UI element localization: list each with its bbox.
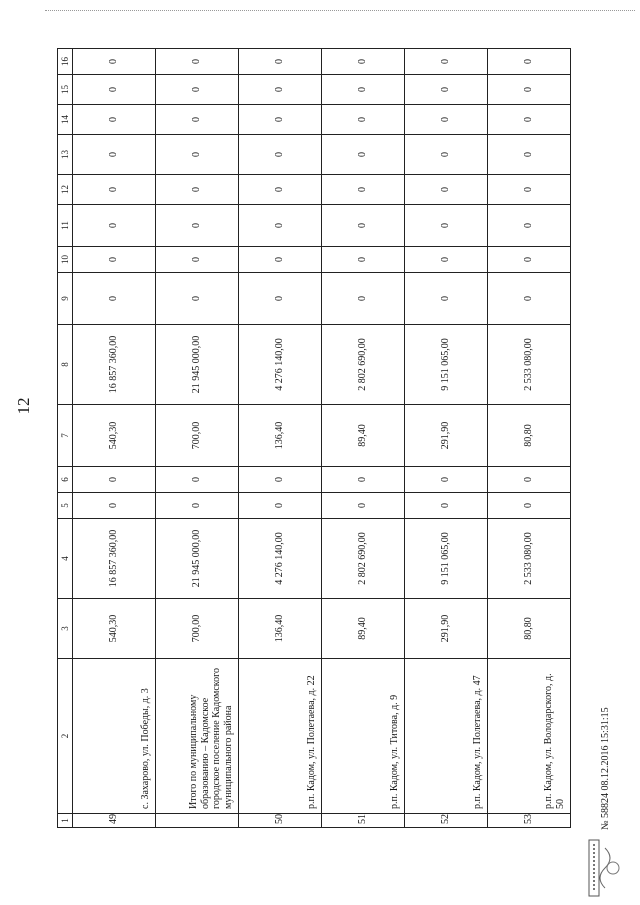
table-row	[405, 49, 488, 828]
value-cell: 0	[322, 467, 405, 493]
value-cell: 0	[322, 49, 405, 75]
address-cell: р.п. Кадом, ул. Полетаева, д. 47	[405, 659, 488, 814]
row-number-cell: 52	[405, 814, 488, 828]
col-header: 5	[58, 493, 73, 519]
value-cell: 0	[239, 105, 322, 135]
value-cell: 0	[73, 75, 156, 105]
page-number: 12	[14, 397, 33, 415]
value-cell: 21 945 000,00	[156, 325, 239, 405]
value-cell: 0	[405, 205, 488, 247]
col-header: 9	[58, 273, 73, 325]
value-cell: 0	[322, 273, 405, 325]
value-cell: 0	[73, 467, 156, 493]
value-cell: 16 857 360,00	[73, 325, 156, 405]
value-cell: 0	[239, 493, 322, 519]
col-header: 8	[58, 325, 73, 405]
value-cell: 0	[239, 205, 322, 247]
value-cell: 0	[73, 493, 156, 519]
registration-number: № 58824 08.12.2016 15:31:15	[600, 707, 611, 830]
value-cell: 2 533 080,00	[488, 325, 571, 405]
value-cell: 0	[239, 135, 322, 175]
table-row	[322, 49, 405, 828]
value-cell: 0	[405, 75, 488, 105]
value-cell: 0	[156, 247, 239, 273]
rotated-table-wrapper	[57, 48, 571, 828]
table-row	[488, 49, 571, 828]
row-number-cell: 50	[239, 814, 322, 828]
row-number-cell	[156, 814, 239, 828]
value-cell: 0	[488, 75, 571, 105]
value-cell: 0	[488, 49, 571, 75]
value-cell: 291,90	[405, 405, 488, 467]
col-header: 6	[58, 467, 73, 493]
value-cell: 80,80	[488, 405, 571, 467]
value-cell: 0	[488, 467, 571, 493]
value-cell: 0	[488, 247, 571, 273]
value-cell: 291,90	[405, 599, 488, 659]
value-cell: 4 276 140,00	[239, 519, 322, 599]
value-cell: 0	[322, 135, 405, 175]
value-cell: 0	[156, 135, 239, 175]
col-header: 2	[58, 659, 73, 814]
value-cell: 0	[322, 247, 405, 273]
value-cell: 0	[73, 135, 156, 175]
seal-stamp-icon	[585, 838, 625, 898]
value-cell: 0	[322, 205, 405, 247]
address-cell: Итого по муниципальному образованию – Кадомское городское поселение Кадомского муниципального района	[156, 659, 239, 814]
value-cell: 0	[488, 273, 571, 325]
value-cell: 540,30	[73, 599, 156, 659]
value-cell: 2 802 690,00	[322, 519, 405, 599]
value-cell: 0	[488, 135, 571, 175]
value-cell: 4 276 140,00	[239, 325, 322, 405]
value-cell: 0	[156, 273, 239, 325]
value-cell: 0	[156, 467, 239, 493]
value-cell: 0	[156, 105, 239, 135]
col-header: 12	[58, 175, 73, 205]
value-cell: 0	[405, 247, 488, 273]
value-cell: 0	[405, 105, 488, 135]
value-cell: 0	[405, 273, 488, 325]
value-cell: 0	[73, 105, 156, 135]
value-cell: 0	[239, 49, 322, 75]
column-number-row	[58, 49, 73, 828]
address-cell: р.п. Кадом, ул. Титова, д. 9	[322, 659, 405, 814]
col-header: 16	[58, 49, 73, 75]
address-cell: р.п. Кадом, ул. Володарского, д. 50	[488, 659, 571, 814]
row-number-cell: 51	[322, 814, 405, 828]
value-cell: 700,00	[156, 405, 239, 467]
value-cell: 0	[239, 467, 322, 493]
value-cell: 700,00	[156, 599, 239, 659]
value-cell: 0	[488, 175, 571, 205]
value-cell: 0	[73, 49, 156, 75]
value-cell: 0	[405, 493, 488, 519]
row-number-cell: 53	[488, 814, 571, 828]
value-cell: 9 151 065,00	[405, 325, 488, 405]
value-cell: 0	[156, 75, 239, 105]
col-header: 10	[58, 247, 73, 273]
value-cell: 0	[322, 175, 405, 205]
address-cell: р.п. Кадом, ул. Полетаева, д. 22	[239, 659, 322, 814]
value-cell: 0	[322, 105, 405, 135]
value-cell: 0	[156, 205, 239, 247]
value-cell: 2 533 080,00	[488, 519, 571, 599]
top-scan-line	[45, 10, 635, 12]
value-cell: 0	[73, 205, 156, 247]
value-cell: 0	[73, 273, 156, 325]
value-cell: 0	[239, 273, 322, 325]
value-cell: 21 945 000,00	[156, 519, 239, 599]
address-cell: с. Захарово, ул. Победы, д. 3	[73, 659, 156, 814]
col-header: 4	[58, 519, 73, 599]
value-cell: 0	[488, 205, 571, 247]
value-cell: 0	[239, 75, 322, 105]
value-cell: 0	[156, 49, 239, 75]
value-cell: 0	[488, 105, 571, 135]
value-cell: 0	[405, 467, 488, 493]
col-header: 11	[58, 205, 73, 247]
value-cell: 80,80	[488, 599, 571, 659]
value-cell: 0	[322, 75, 405, 105]
value-cell: 0	[239, 175, 322, 205]
col-header: 15	[58, 75, 73, 105]
value-cell: 0	[405, 49, 488, 75]
col-header: 7	[58, 405, 73, 467]
value-cell: 0	[156, 493, 239, 519]
value-cell: 2 802 690,00	[322, 325, 405, 405]
table-row	[156, 49, 239, 828]
value-cell: 0	[405, 175, 488, 205]
value-cell: 136,40	[239, 405, 322, 467]
value-cell: 0	[322, 493, 405, 519]
value-cell: 540,30	[73, 405, 156, 467]
value-cell: 9 151 065,00	[405, 519, 488, 599]
value-cell: 0	[73, 247, 156, 273]
value-cell: 89,40	[322, 405, 405, 467]
col-header: 14	[58, 105, 73, 135]
value-cell: 136,40	[239, 599, 322, 659]
col-header: 1	[58, 814, 73, 828]
value-cell: 0	[405, 135, 488, 175]
value-cell: 0	[73, 175, 156, 205]
value-cell: 0	[156, 175, 239, 205]
col-header: 13	[58, 135, 73, 175]
row-number-cell: 49	[73, 814, 156, 828]
value-cell: 0	[239, 247, 322, 273]
value-cell: 89,40	[322, 599, 405, 659]
table-row	[239, 49, 322, 828]
value-cell: 16 857 360,00	[73, 519, 156, 599]
value-cell: 0	[488, 493, 571, 519]
col-header: 3	[58, 599, 73, 659]
data-table	[57, 48, 571, 828]
table-row	[73, 49, 156, 828]
